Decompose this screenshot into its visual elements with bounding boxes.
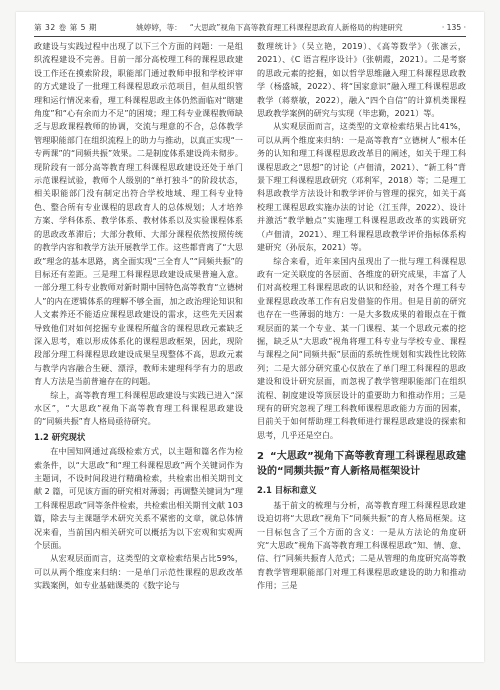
body-paragraph: 从宏观层面而言，这类型的文章检索结果占比59%，可以从两个维度来归纳：一是单门示范性课程的思政改革实践案例，如专业基础课类的《数字论与 xyxy=(34,553,243,591)
right-column xyxy=(257,40,466,654)
body-paragraph: 在中国知网通过高级检索方式，以主题和篇名作为检索条件，以“大思政”和“理工科课程思政”两个关键词作为主题词，不设时间段进行精确检索，共检索出相关期刊文献 2 篇，可见该方面的研究相对薄弱；再调整关键词为“理工科课程思政”同等条件检索，共检索出相关期刊文献 103 篇，除去与主课题学术研究关系不紧密的文章，就总体情况来看，当前国内相关研究可以概括为以下宏观和实观两个层面。 xyxy=(34,446,243,551)
journal-page xyxy=(16,12,484,662)
left-column xyxy=(34,40,243,654)
body-paragraph: 综合来看，近年来国内虽现出了一批与理工科课程思政有一定关联度的各层面、各维度的研究成果，丰富了人们对高校理工科课程思政的认识和经验，对各个理工科专业课程思政改革工作有启发借鉴的作用。但是目前的研究也存在一些薄弱的地方：一是大多数成果的着眼点在于微观层面的某一个专业、某一门课程、某一个思政元素的挖掘，缺乏从“大思政”视角将理工科专业与学校专业、课程与课程之间“同频共振”层面的系统性规划和实践性比较陈列；二是大部分研究重心仅放在了单门理工科课程的思政建设和设计研究层面，而忽视了教学管理职能部门在组织流程、制度建设等顶层设计的重要助力和推动作用；三是现有的研究忽视了理工科教师课程思政能力方面的因素，目前关于如何帮助理工科教师进行课程思政建设的探索和思考，几乎还是空白。 xyxy=(257,255,466,440)
volume-issue: 第 32 卷 第 5 期 xyxy=(34,22,97,32)
body-paragraph: 从实观层面而言，这类型的文章检索结果占比41%，可以从两个维度来归纳：一是高等教育“立德树人”根本任务的认知和理工科课程思政改革目的阐述，如关于理工科课程思政之“思想”的讨论（卢佃清，2021）、“新工科”背景下理工科课程思政研究（邓利军，2018）等；二是理工科思政教学方法设计和教学评价与管理的探究，如关于高校理工课程思政实施办法的讨论（江玉萍，2022）、设计并激活“教学触点”实施理工科课程思政改革的实践研究（卢佃清，2021）、理工科课程思政教学评价指标体系构建研究（孙辰东，2021）等。 xyxy=(257,121,466,253)
section-title: “大思政”视角下高等教育理工科课程思政建设的“同频共振”育人新格局框架设计 xyxy=(257,451,466,477)
two-column-body xyxy=(34,40,466,654)
section-heading xyxy=(257,450,466,479)
running-title-line xyxy=(97,22,442,33)
page-number: · 135 · xyxy=(441,22,466,32)
header-authors: 姚婷婷，等： xyxy=(136,22,182,32)
section-number: 2 xyxy=(257,451,264,463)
body-paragraph: 基于前文的梳理与分析，高等教育理工科课程思政建设迫切将“大思政”视角下“同频共振”的育人格局框架。这一目标包含了三个方面的含义：一是从方法论的角度研究“大思政”视角下高等教育理工科课程思政“知、情、意、信、行”同频共振育人范式；二是从管理的角度研究高等教育教学管理职能部门对理工科课程思政建设的助力和推动作用；三是 xyxy=(257,499,466,591)
body-paragraph: 政建设与实践过程中出现了以下三个方面的问题：一是组织流程建设不完善。目前一部分高校理工科的课程思政建设工作还在摸索阶段，职能部门通过教师申报和学校评审的方式建设了一批理工科课程思政示范项目，但从组织管理和运行情况来看，理工科课程思政主体仍然面临对“瞎建角度”和“心有余而力不足”的困境；理工科专业课程教师缺乏与思政课程教师的协调，交流与理意的不合，总体教学管理职能部门在组织流程上的助力与推动，以真正实现“一专两课”的“同频共振”效果。二是制度体系建设尚未彻步。现阶段有一部分高等教育理工科课程思政建设还处于单门示范课程试验，教师个人级别的“单打独斗”的阶段状态，相关职能部门没有制定出符合学校地域、理工科专业特色、整合所有专业课程的思政育人的总体规划；人才培养方案、学科体系、教学体系、教材体系以及实验课程体系的思政改革滞后；大部分教师、大部分课程依然按照传统的教学内容和教学方法开展教学工作。这些都背离了“大思政”理念的基本思路，离全面实现“三全育人”“同频共振”的目标还有差距。三是理工科课程思政建设成果普遍入意。一部分理工科专业教师对新时期中国特色高等教育“立德树人”的内在逻辑体系的理解不够全面，加之政治理论知识和人文素养还不能适应课程思政建设的需求，这些先天因素导致他们对如何挖掘专业课程所蕴含的课程思政元素缺乏深入思考，难以形成体系化的课程思政框架，因此，现阶段部分理工科课程思政建设成果呈现整体不高，思政元素与教学内容融合生硬、漂浮，教师未建理科学有力的思政育人方法是当前普遍存在的问题。 xyxy=(34,41,243,387)
body-paragraph: 数理统计》（吴立艳，2019）、《高等数学》（张凛云，2021）、《C 语言程序设计》（张朝霞，2021）。二是考察的思政元素的挖掘，如以哲学思维融入理工科课程思政教学（杨盛城，2022）、将“国家意识”融入理工科课程思政教学（蒋蔡敏，2022），融入“四个自信”的计算机类课程思政教学案例的研究与实现（毕忠勤，2021）等。 xyxy=(257,41,466,119)
subsection-heading: 1.2 研究现状 xyxy=(34,431,86,442)
body-paragraph: 综上，高等教育理工科课程思政建设与实践已进入“深水区”，“大思政”视角下高等教育理工科课程思政建设的“同频共振”育人格局亟待研究。 xyxy=(34,389,243,427)
subsection-heading: 2.1 目标和意义 xyxy=(257,485,317,496)
header-title: “大思政”视角下高等教育理工科课程思政育人新格局的构建研究 xyxy=(189,22,403,32)
running-header xyxy=(34,20,466,37)
